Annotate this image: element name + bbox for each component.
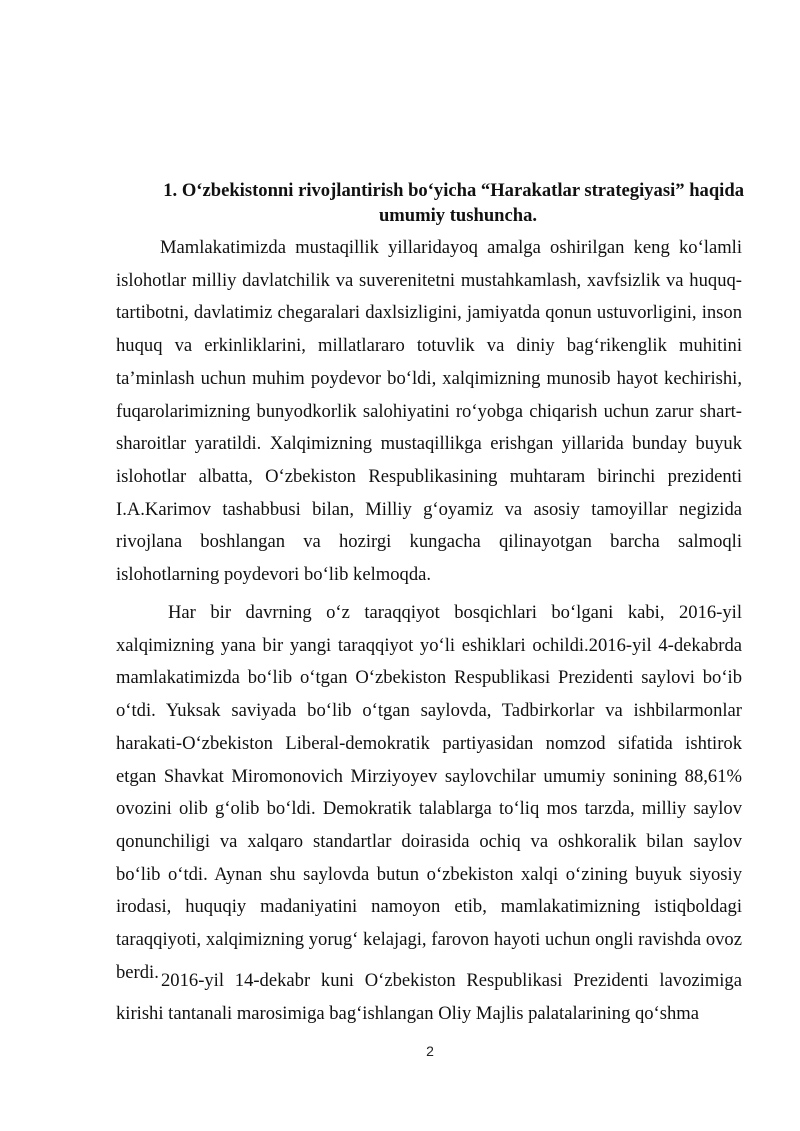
paragraph-1: Mamlakatimizda mustaqillik yillaridayoq amalga oshirilgan keng ko‘lamli islohotlar milliy davlatchilik va suverenitetni mustahkamlash, xavfsizlik va huquq-tartibotni, davlatimiz chegaralari daxlsizligini, jamiyatda qonun ustuvorligini, inson huquq va erkinliklarini, millatlararo totuvlik va diniy bag‘rikenglik muhitini ta’minlash uchun muhim poydevor bo‘ldi, xalqimizning munosib hayot kechirishi, fuqarolarimizning bunyodkorlik salohiyatini ro‘yobga chiqarish uchun zarur shart-sharoitlar yaratildi. Xalqimizning mustaqillikga erishgan yillarida bunday buyuk islohotlar albatta, O‘zbekiston Respublikasining muhtaram birinchi prezidenti I.A.Karimov tashabbusi bilan, Milliy g‘oyamiz va asosiy tamoyillar negizida rivojlana boshlangan va hozirgi kungacha qilinayotgan barcha salmoqli islohotlarning poydevori bo‘lib kelmoqda. [116, 237, 742, 586]
paragraph-3: 2016-yil 14-dekabr kuni O‘zbekiston Respublikasi Prezidenti lavozimiga kirishi tantanali marosimiga bag‘ishlangan Oliy Majlis palatalarining qo‘shma [116, 970, 742, 1024]
page-number: 2 [426, 1043, 434, 1059]
section-heading-line-1: 1. O‘zbekistonni rivojlantirish bo‘yicha “Harakatlar strategiyasi” haqida [163, 180, 744, 201]
section-heading [116, 178, 744, 228]
paragraph-2: Har bir davrning o‘z taraqqiyot bosqichlari bo‘lgani kabi, 2016-yil xalqimizning yana bir yangi taraqqiyot yo‘li eshiklari ochildi.2016-yil 4-dekabrda mamlakatimizda bo‘lib o‘tgan O‘zbekiston Respublikasi Prezidenti saylovi bo‘ib o‘tdi. Yuksak saviyada bo‘lib o‘tgan saylovda, Tadbirkorlar va ishbilarmonlar harakati-O‘zbekiston Liberal-demokratik partiyasidan nomzod sifatida ishtirok etgan Shavkat Miromonovich Mirziyoyev saylovchilar umumiy sonining 88,61% ovozini olib g‘olib bo‘ldi. Demokratik talablarga to‘liq mos tarzda, milliy saylov qonunchiligi va xalqaro standartlar doirasida ochiq va oshkoralik bilan saylov bo‘lib o‘tdi. Aynan shu saylovda butun o‘zbekiston xalqi o‘zining buyuk siyosiy irodasi, huquqiy madaniyatini namoyon etib, mamlakatimizning istiqboldagi taraqqiyoti, xalqimizning yorug‘ kelajagi, farovon hayoti uchun ongli ravishda ovoz berdi. [116, 602, 742, 983]
section-heading-line-2: umumiy tushuncha. [378, 205, 538, 226]
